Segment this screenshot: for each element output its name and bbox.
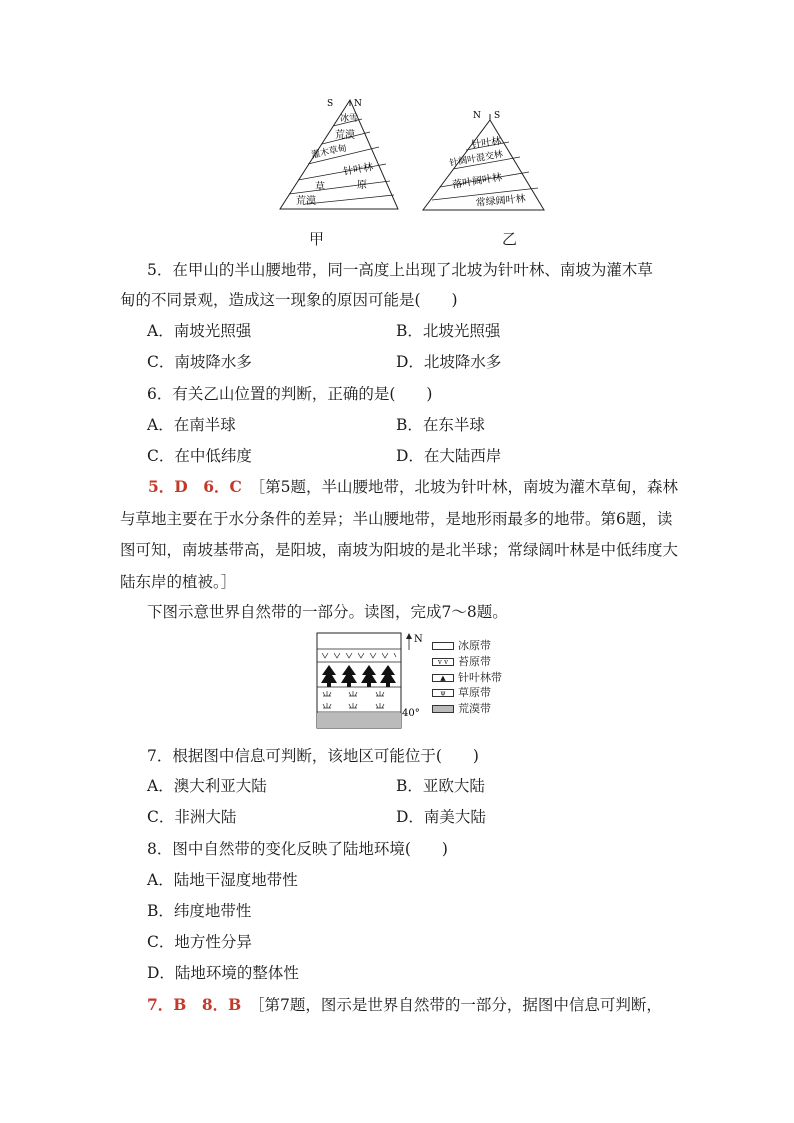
answer-7-8 <box>147 995 662 1015</box>
answer-5-6-text: ［第5题，半山腰地带，北坡为针叶林，南坡为灌木草甸，森林与草地主要在于水分条件的差异；半山腰地带，是地形雨最多的地带。第6题，读图可知，南坡基带高，是阳坡，南坡为阳坡的是北半球；常绿阔叶林是中低纬度大陆东岸的植被。］ <box>120 478 679 591</box>
jia-zone-2: 灌木草甸 <box>310 143 348 161</box>
q6-option-c: C．在中低纬度 <box>147 447 252 465</box>
north-label: N <box>414 634 423 645</box>
legend-tundra-swatch: v v <box>432 658 454 666</box>
answer-7-8-key: 7．B 8．B <box>147 995 242 1014</box>
legend-ice-swatch <box>432 642 454 650</box>
legend-desert <box>432 702 491 716</box>
legend-conifer-swatch: ▲ <box>432 674 454 682</box>
intro-7-8: 下图示意世界自然带的一部分。读图，完成7～8题。 <box>147 603 508 621</box>
jia-top-left: S <box>327 99 334 109</box>
q8-option-a: A．陆地干湿度地带性 <box>147 871 298 889</box>
q6-option-a: A．在南半球 <box>147 416 236 434</box>
yi-top-left: N <box>473 111 481 121</box>
figure-label-yi: 乙 <box>502 230 518 248</box>
q8-option-c: C．地方性分异 <box>147 933 252 951</box>
q7-option-a: A．澳大利亚大陆 <box>147 777 267 795</box>
q8-stem: 8．图中自然带的变化反映了陆地环境( ) <box>147 840 448 858</box>
jia-zone-5: 原 <box>357 180 367 191</box>
natural-zones-figure <box>316 632 428 730</box>
figure-label-jia: 甲 <box>309 230 325 248</box>
yi-zone-1: 针阔叶混交林 <box>448 149 504 169</box>
legend-conifer-label: 针叶林带 <box>458 671 502 684</box>
jia-zone-0: 冰雪 <box>340 114 359 124</box>
yi-zone-2: 落叶阔叶林 <box>451 172 503 191</box>
q7-option-c: C．非洲大陆 <box>147 808 237 826</box>
legend-desert-swatch <box>432 705 454 713</box>
mountain-zonation-figure <box>270 92 560 222</box>
legend-grass-swatch: ψ <box>432 689 454 697</box>
legend-conifer <box>432 671 502 685</box>
legend-tundra <box>432 655 491 669</box>
legend-ice-label: 冰原带 <box>458 639 491 652</box>
q8-option-b: B．纬度地带性 <box>147 902 252 920</box>
yi-zone-0: 针叶林 <box>470 135 503 151</box>
q8-option-d: D．陆地环境的整体性 <box>147 964 299 982</box>
q5-stem-line2: 甸的不同景观，造成这一现象的原因可能是( ) <box>120 291 458 309</box>
q5-option-c: C．南坡降水多 <box>147 353 252 371</box>
q7-option-d: D．南美大陆 <box>396 808 486 826</box>
jia-zone-6: 荒漠 <box>296 196 316 207</box>
answer-7-8-text: ［第7题，图示是世界自然带的一部分，据图中信息可判断， <box>256 996 662 1014</box>
yi-zone-3: 常绿阔叶林 <box>475 193 527 209</box>
mountain-jia-diagram <box>280 99 398 209</box>
q6-stem: 6．有关乙山位置的判断，正确的是( ) <box>147 385 433 403</box>
q7-option-b: B．亚欧大陆 <box>396 777 485 795</box>
mountain-yi-diagram <box>423 111 544 210</box>
legend-ice <box>432 639 491 653</box>
q5-stem-line1: 5．在甲山的半山腰地带，同一高度上出现了北坡为针叶林、南坡为灌木草 <box>147 261 653 279</box>
q6-option-d: D．在大陆西岸 <box>396 447 502 465</box>
yi-top-right: S <box>494 111 501 121</box>
legend-desert-label: 荒漠带 <box>458 702 491 715</box>
answer-5-6 <box>120 471 680 598</box>
legend-tundra-label: 苔原带 <box>458 655 491 668</box>
q6-option-b: B．在东半球 <box>396 416 485 434</box>
q5-option-d: D．北坡降水多 <box>396 353 502 371</box>
legend-grass-label: 草原带 <box>458 686 491 699</box>
legend-grass <box>432 686 491 700</box>
jia-top-right: N <box>354 99 362 109</box>
jia-zone-4: 草 <box>315 182 325 193</box>
answer-5-6-key: 5．D 6．C <box>148 477 242 496</box>
latitude-label: 40° <box>402 708 420 719</box>
q5-option-b: B．北坡光照强 <box>396 322 501 340</box>
q7-stem: 7．根据图中信息可判断，该地区可能位于( ) <box>147 747 479 765</box>
jia-zone-1: 荒漠 <box>335 130 355 141</box>
jia-zone-3: 针叶林 <box>342 161 375 178</box>
q5-option-a: A．南坡光照强 <box>147 322 252 340</box>
